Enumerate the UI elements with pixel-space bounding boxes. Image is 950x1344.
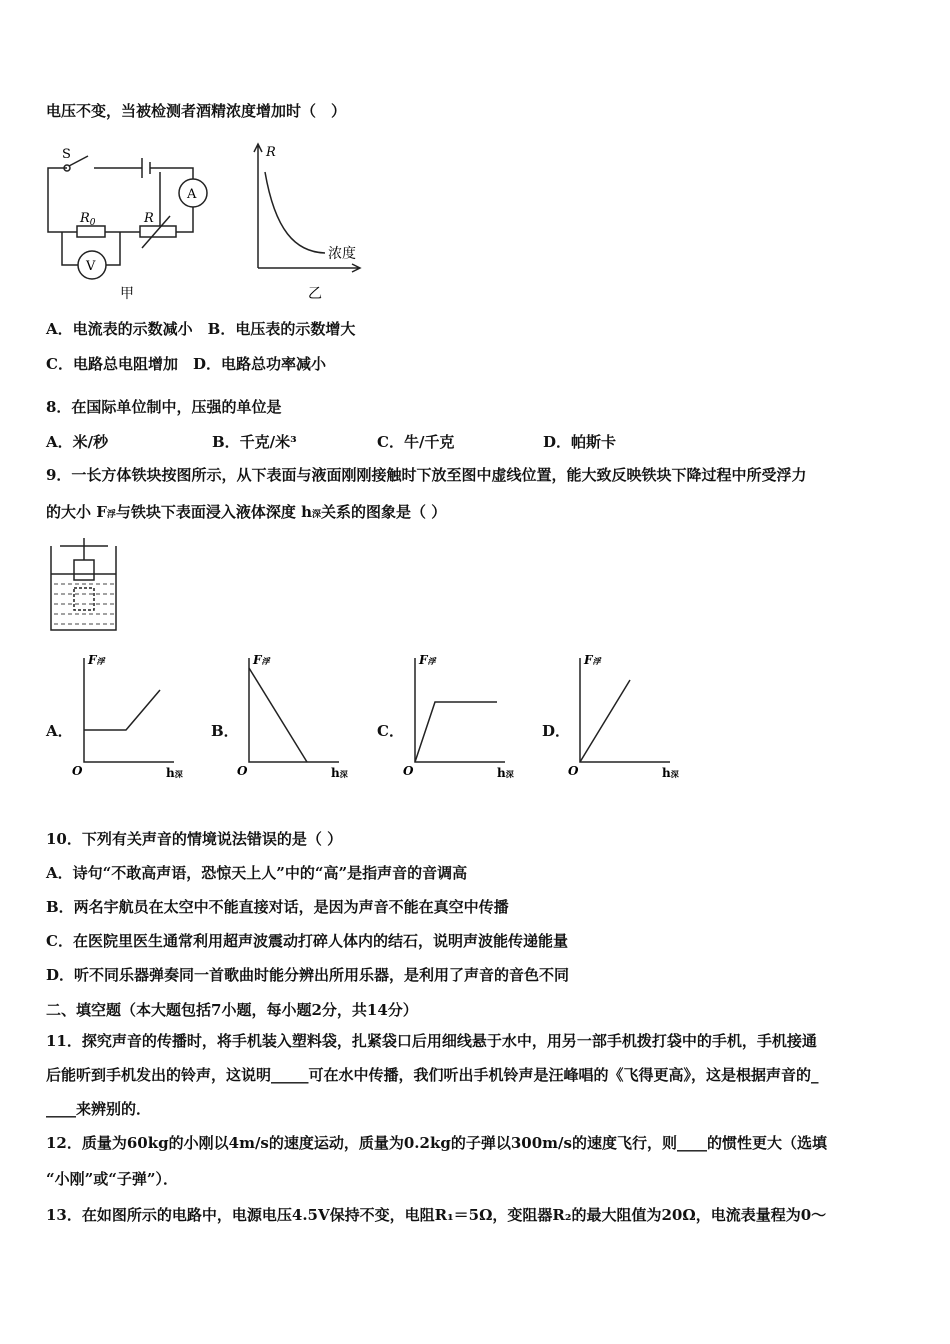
- q13-line1: 13．在如图所示的电路中，电源电压4.5V保持不变，电阻R₁＝5Ω，变阻器R₂的最大阻值为20Ω，电流表量程为0～: [46, 1206, 827, 1224]
- axes: [84, 658, 174, 762]
- q7-options-2: C．电路总电阻增加 D．电路总功率减小: [46, 355, 326, 373]
- section-2-heading: 二、填空题（本大题包括7小题，每小题2分，共14分）: [46, 1001, 418, 1019]
- axes: [249, 658, 339, 762]
- q10-option-d: D．听不同乐器弹奏同一首歌曲时能分辨出所用乐器，是利用了声音的音色不同: [46, 966, 570, 984]
- q7-options-1: A．电流表的示数减小 B．电压表的示数增大: [46, 320, 356, 338]
- q8-option-d: D．帕斯卡: [543, 433, 617, 451]
- origin-label: O: [72, 764, 83, 778]
- q9-line1: 9．一长方体铁块按图所示，从下表面与液面刚刚接触时下放至图中虚线位置，能大致反映铁块下降过程中所受浮力: [46, 466, 807, 484]
- r0-label: $R_0$: [80, 211, 96, 228]
- caption-yi: 乙: [308, 286, 322, 302]
- q8-option-b: B．千克/米³: [212, 433, 297, 451]
- graph-yi: [250, 140, 380, 305]
- x-axis-label: h深: [166, 766, 183, 780]
- circuit-diagram-jia: [40, 140, 220, 305]
- origin-label: O: [568, 764, 579, 778]
- q9-option-label: C．: [377, 722, 404, 740]
- q10-option-c: C．在医院里医生通常利用超声波震动打碎人体内的结石，说明声波能传递能量: [46, 932, 568, 950]
- q10-option-b: B．两名宇航员在太空中不能直接对话，是因为声音不能在真空中传播: [46, 898, 509, 916]
- origin-label: O: [403, 764, 414, 778]
- caption-jia: 甲: [120, 286, 134, 302]
- q11-line1: 11．探究声音的传播时，将手机装入塑料袋，扎紧袋口后用细线悬于水中，用另一部手机拨打袋中的手机，手机接通: [46, 1032, 817, 1050]
- q8-option-a: A．米/秒: [46, 433, 109, 451]
- curve: [84, 690, 160, 730]
- q7-stem: 电压不变，当被检测者酒精浓度增加时（ ）: [46, 102, 347, 120]
- y-axis-label: R: [266, 145, 276, 160]
- q11-line3: ____来辨别的．: [46, 1100, 152, 1118]
- x-axis-label: h深: [497, 766, 514, 780]
- curve: [415, 702, 497, 762]
- q9-graph-d: [568, 650, 684, 785]
- y-axis-label: F浮: [419, 653, 436, 667]
- q11-line2: 后能听到手机发出的铃声，这说明_____可在水中传播，我们听出手机铃声是汪峰唱的《飞得更高》，这是根据声音的_: [46, 1066, 819, 1084]
- switch-label: S: [62, 147, 71, 162]
- axes: [580, 658, 670, 762]
- q9-option-label: A．: [46, 722, 73, 740]
- ammeter-label: A: [187, 187, 197, 202]
- y-axis-label: F浮: [584, 653, 601, 667]
- x-axis-label: h深: [331, 766, 348, 780]
- curve: [249, 668, 307, 762]
- axes: [415, 658, 505, 762]
- y-axis-label: F浮: [88, 653, 105, 667]
- x-axis-label: h深: [662, 766, 679, 780]
- q10-option-a: A．诗句“不敢高声语，恐惊天上人”中的“高”是指声音的音调高: [46, 864, 468, 882]
- r-label: R: [144, 211, 154, 226]
- q8-stem: 8．在国际单位制中，压强的单位是: [46, 398, 282, 416]
- beaker-figure: [48, 538, 123, 636]
- voltmeter-label: V: [86, 259, 96, 274]
- q9-graph-c: [403, 650, 519, 785]
- q9-option-label: D．: [542, 722, 571, 740]
- q9-graph-b: [237, 650, 353, 785]
- origin-label: O: [237, 764, 248, 778]
- q12-line1: 12．质量为60kg的小刚以4m/s的速度运动，质量为0.2kg的子弹以300m/s的速度飞行，则____的惯性更大（选填: [46, 1134, 827, 1152]
- q9-option-label: B．: [211, 722, 239, 740]
- q10-stem: 10．下列有关声音的情境说法错误的是（ ）: [46, 830, 343, 848]
- q8-option-c: C．牛/千克: [377, 433, 455, 451]
- q9-line2: 的大小 F浮与铁块下表面浸入液体深度 h深关系的图象是（ ）: [46, 503, 447, 521]
- y-axis-label: F浮: [253, 653, 270, 667]
- curve: [580, 680, 630, 762]
- q12-line2: “小刚”或“子弹”）．: [46, 1170, 179, 1188]
- q9-graph-a: [72, 650, 188, 785]
- x-axis-label: 浓度: [328, 246, 356, 262]
